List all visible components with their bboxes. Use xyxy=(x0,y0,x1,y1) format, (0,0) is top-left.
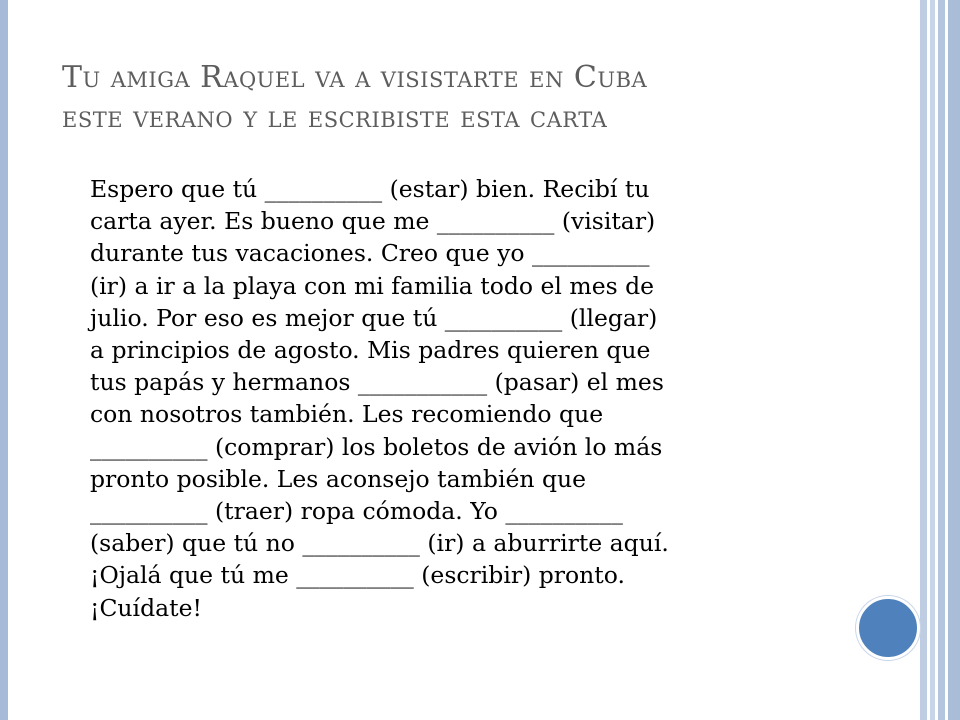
letter-body xyxy=(90,173,830,624)
letter-line: (ir) a ir a la playa con mi familia todo el mes de xyxy=(90,271,655,300)
slide-title xyxy=(62,58,842,138)
letter-line: pronto posible. Les aconsejo también que xyxy=(90,464,587,493)
letter-line: __________ (traer) ropa cómoda. Yo __________ xyxy=(90,497,623,526)
letter-line: (saber) que tú no __________ (ir) a aburrirte aquí. xyxy=(90,529,669,558)
letter-line: ¡Cuídate! xyxy=(90,593,202,622)
letter-line: a principios de agosto. Mis padres quieren que xyxy=(90,336,651,365)
letter-line: con nosotros también. Les recomiendo que xyxy=(90,400,604,429)
letter-line: ¡Ojalá que tú me __________ (escribir) pronto. xyxy=(90,561,625,590)
letter-line: Espero que tú __________ (estar) bien. Recibí tu xyxy=(90,175,650,203)
letter-line: julio. Por eso es mejor que tú __________ (llegar) xyxy=(90,303,658,332)
title-line-1: Tu amiga Raquel va a visistarte en Cuba xyxy=(62,60,648,95)
letter-line: durante tus vacaciones. Creo que yo __________ xyxy=(90,239,650,268)
left-border-stripe xyxy=(0,0,8,720)
letter-line: carta ayer. Es bueno que me __________ (visitar) xyxy=(90,207,656,236)
right-decorative-band xyxy=(918,0,960,720)
letter-line: tus papás y hermanos ___________ (pasar) el mes xyxy=(90,368,664,397)
decorative-circle xyxy=(856,596,920,660)
letter-line: __________ (comprar) los boletos de avión lo más xyxy=(90,432,663,461)
title-line-2: este verano y le escribiste esta carta xyxy=(62,100,608,135)
